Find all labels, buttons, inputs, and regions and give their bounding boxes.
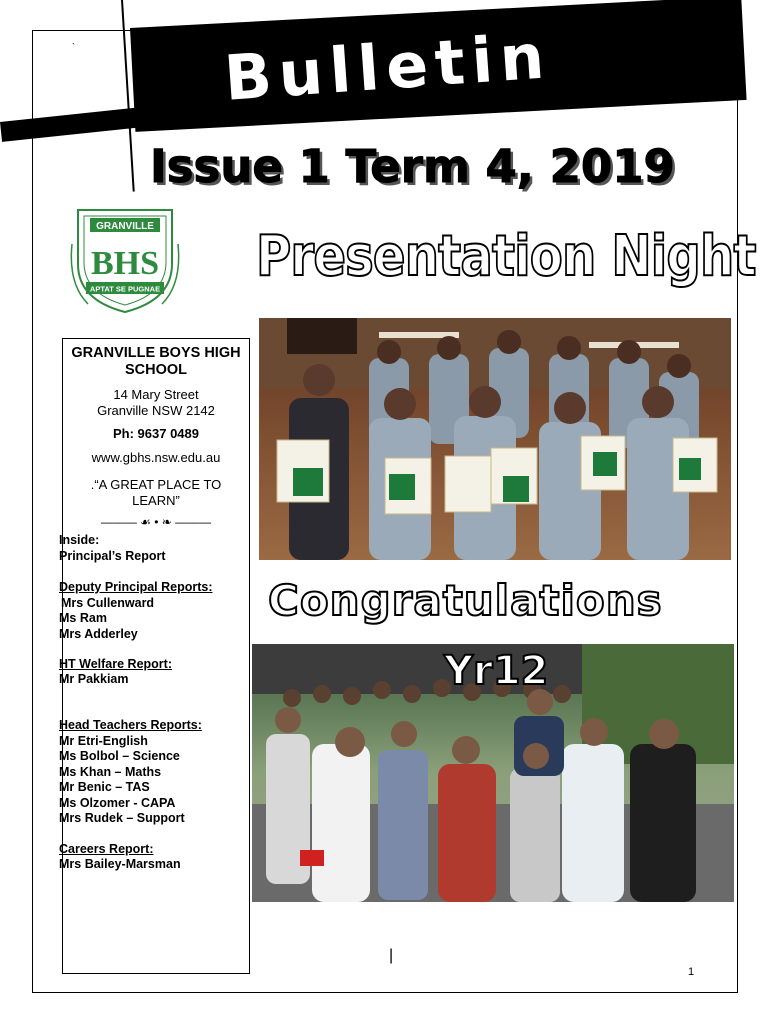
presentation-night-title: Presentation Night bbox=[256, 224, 756, 289]
banner-title: Bulletin bbox=[222, 19, 554, 115]
head-teacher-item: Ms Bolbol – Science bbox=[59, 749, 180, 763]
deputy-heading: Deputy Principal Reports: bbox=[59, 580, 213, 594]
website-link[interactable]: www.gbhs.nsw.edu.au bbox=[91, 450, 221, 465]
head-teacher-item: Mr Etri-English bbox=[59, 734, 148, 748]
school-crest-logo bbox=[68, 204, 182, 316]
school-slogan: .“A GREAT PLACE TO LEARN” bbox=[90, 477, 222, 508]
sidebar-info-box bbox=[59, 338, 250, 974]
address-line-1: 14 Mary Street bbox=[113, 387, 199, 402]
svg-text:APTAT SE PUGNAE: APTAT SE PUGNAE bbox=[89, 284, 161, 294]
head-teacher-item: Mrs Rudek – Support bbox=[59, 811, 185, 825]
presentation-night-photo bbox=[259, 318, 731, 560]
svg-text:GRANVILLE: GRANVILLE bbox=[96, 221, 154, 232]
deputy-item: Ms Ram bbox=[59, 611, 107, 625]
deputy-item: Mrs Adderley bbox=[59, 627, 138, 641]
head-teachers-heading: Head Teachers Reports: bbox=[59, 718, 202, 732]
svg-text:BHS: BHS bbox=[90, 245, 160, 282]
inside-heading: Inside: bbox=[59, 533, 100, 547]
yr12-title: Yr12 bbox=[444, 648, 549, 694]
head-teacher-item: Ms Olzomer - CAPA bbox=[59, 796, 176, 810]
welfare-heading: HT Welfare Report: bbox=[59, 657, 172, 671]
careers-item: Mrs Bailey-Marsman bbox=[59, 857, 181, 871]
deputy-item: Mrs Cullenward bbox=[61, 596, 155, 610]
issue-title: Issue 1 Term 4, 2019 bbox=[150, 140, 675, 193]
school-name: GRANVILLE BOYS HIGH SCHOOL bbox=[71, 345, 241, 378]
careers-heading: Careers Report: bbox=[59, 842, 154, 856]
congratulations-title: Congratulations bbox=[268, 576, 663, 625]
page-number: 1 bbox=[688, 966, 695, 978]
phone-number: Ph: 9637 0489 bbox=[112, 426, 199, 441]
text-cursor-mark: | bbox=[389, 947, 394, 964]
head-teacher-item: Mr Benic – TAS bbox=[59, 780, 150, 794]
head-teacher-item: Ms Khan – Maths bbox=[59, 765, 162, 779]
address-line-2: Granville NSW 2142 bbox=[97, 403, 215, 418]
ornamental-divider: ——— ☙ • ❧ ——— bbox=[100, 515, 212, 529]
stray-mark: ` bbox=[72, 42, 75, 52]
welfare-item: Mr Pakkiam bbox=[59, 672, 129, 686]
principal-report-item: Principal’s Report bbox=[59, 549, 166, 563]
